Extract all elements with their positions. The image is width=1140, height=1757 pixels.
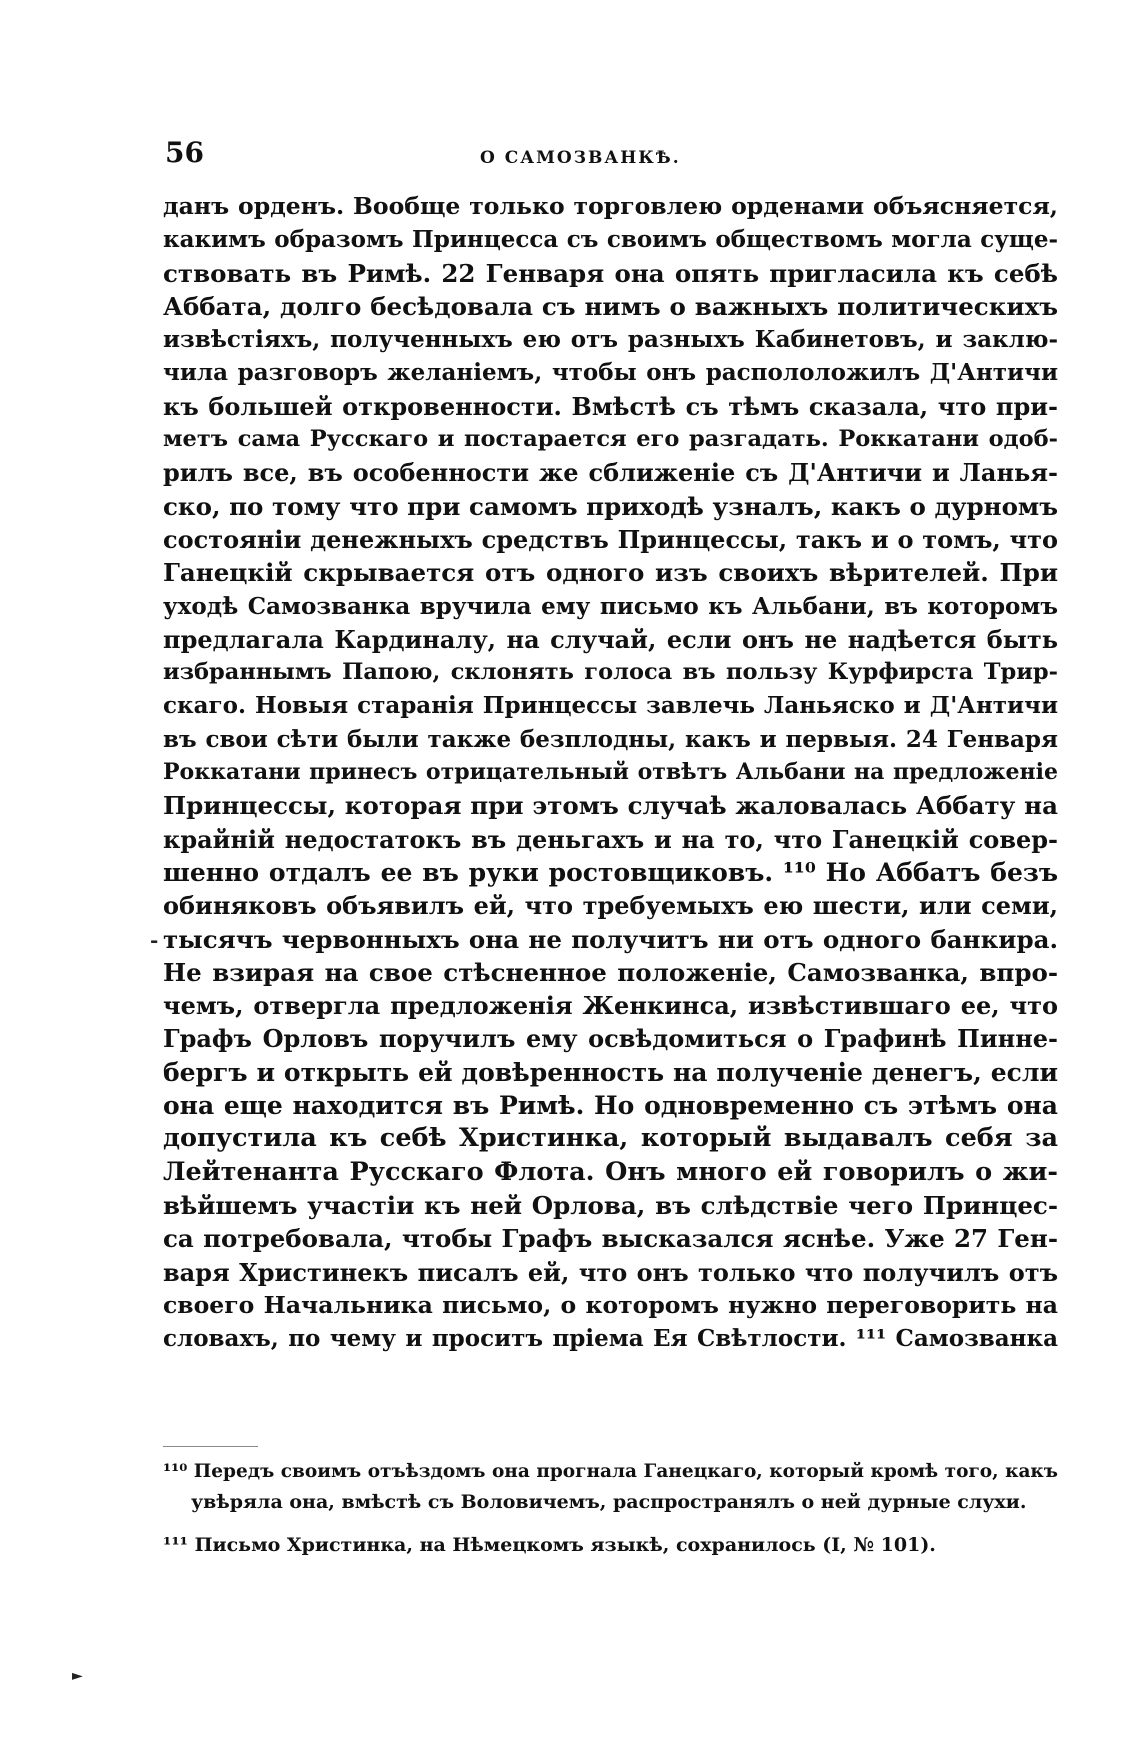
page-number: 56 [165,136,204,169]
text-line: своего Начальника письмо, о которомъ нужно переговорить на [163,1290,1058,1319]
text-line: тысячъ червонныхъ она не получитъ ни отъ одного банкира. [163,924,1058,954]
margin-dash-mark: - [150,928,159,952]
text-line: чила разговоръ желаніемъ, чтобы онъ распололожилъ Д'Античи [163,359,1058,387]
text-line: допустила къ себѣ Христинка, который выдавалъ себя за [163,1123,1058,1154]
main-text [163,190,1058,1355]
text-line: состояніи денежныхъ средствъ Принцессы, такъ и о томъ, что [163,524,1058,554]
footnote-111: ¹¹¹ Письмо Христинка, на Нѣмецкомъ языкѣ, сохранилось (I, № 101). [163,1534,936,1556]
margin-arrow-mark: ► [72,1668,83,1684]
text-line: метъ сама Русскаго и постарается его разгадать. Роккатани одоб- [163,426,1058,453]
running-title: О САМОЗВАНКѢ. [480,148,681,168]
text-line: она еще находится въ Римѣ. Но одновременно съ этѣмъ она [163,1091,1058,1121]
text-line: Аббата, долго бесѣдовала съ нимъ о важныхъ политическихъ [163,291,1058,321]
text-line: ствовать въ Римѣ. 22 Генваря она опять пригласила къ себѣ [163,258,1058,288]
text-line: Графъ Орловъ поручилъ ему освѣдомиться о Графинѣ Пинне- [163,1024,1058,1054]
text-line: рилъ все, въ особенности же сближеніе съ Д'Античи и Ланья- [163,458,1058,488]
footnote-divider [163,1446,258,1447]
text-line: Лейтенанта Русскаго Флота. Онъ много ей говорилъ о жи- [163,1156,1058,1187]
text-line: избраннымъ Папою, склонять голоса въ пользу Курфирста Трир- [163,659,1058,686]
text-line: бергъ и открыть ей довѣренность на полученіе денегъ, если [163,1057,1058,1087]
text-line: ско, по тому что при самомъ приходѣ узналъ, какъ о дурномъ [163,491,1058,521]
text-line: извѣстіяхъ, полученныхъ ею отъ разныхъ Кабинетовъ, и заклю- [163,326,1058,354]
footnote-110-line-2: увѣряла она, вмѣстѣ съ Воловичемъ, распространялъ о ней дурные слухи. [191,1491,1027,1513]
text-line: Не взирая на свое стѣсненное положеніе, Самозванка, впро- [163,957,1058,987]
text-line: чемъ, отвергла предложенія Женкинса, извѣстившаго ее, что [163,991,1058,1021]
text-line: предлагала Кардиналу, на случай, если онъ не надѣется быть [163,624,1058,654]
text-line: са потребовала, чтобы Графъ высказался яснѣе. Уже 27 Ген- [163,1224,1058,1254]
text-line: къ большей откровенности. Вмѣстѣ съ тѣмъ сказала, что при- [163,391,1058,421]
text-line: шенно отдалъ ее въ руки ростовщиковъ. ¹¹⁰ Но Аббатъ безъ [163,857,1058,887]
text-line: словахъ, по чему и проситъ пріема Ея Свѣтлости. ¹¹¹ Самозванка [163,1325,1058,1353]
text-line: Роккатани принесъ отрицательный отвѣтъ Альбани на предложеніе [163,759,1058,786]
text-line: Принцессы, которая при этомъ случаѣ жаловалась Аббату на [163,791,1058,821]
footnote-110-line-1: ¹¹⁰ Передъ своимъ отъѣздомъ она прогнала Ганецкаго, который кромѣ того, какъ [163,1461,1058,1482]
text-line: варя Христинекъ писалъ ей, что онъ только что получилъ отъ [163,1257,1058,1287]
text-line: какимъ образомъ Принцесса съ своимъ обществомъ могла суще- [163,226,1058,254]
text-line: вѣйшемъ участіи къ ней Орлова, въ слѣдствіе чего Принцес- [163,1190,1058,1220]
text-line: обиняковъ объявилъ ей, что требуемыхъ ею шести, или семи, [163,891,1058,921]
text-line: въ свои сѣти были также безплодны, какъ и первыя. 24 Генваря [163,725,1058,753]
footnotes [163,1456,1058,1561]
text-line: уходѣ Самозванка вручила ему письмо къ Альбани, въ которомъ [163,592,1058,620]
text-line: крайній недостатокъ въ деньгахъ и на то, что Ганецкій совер- [163,824,1058,854]
text-line: данъ орденъ. Вообще только торговлею орденами объясняется, [163,192,1058,220]
text-line: Ганецкій скрывается отъ одного изъ своихъ вѣрителей. При [163,558,1058,588]
text-line: скаго. Новыя старанія Принцессы завлечь Ланьяско и Д'Античи [163,692,1058,720]
